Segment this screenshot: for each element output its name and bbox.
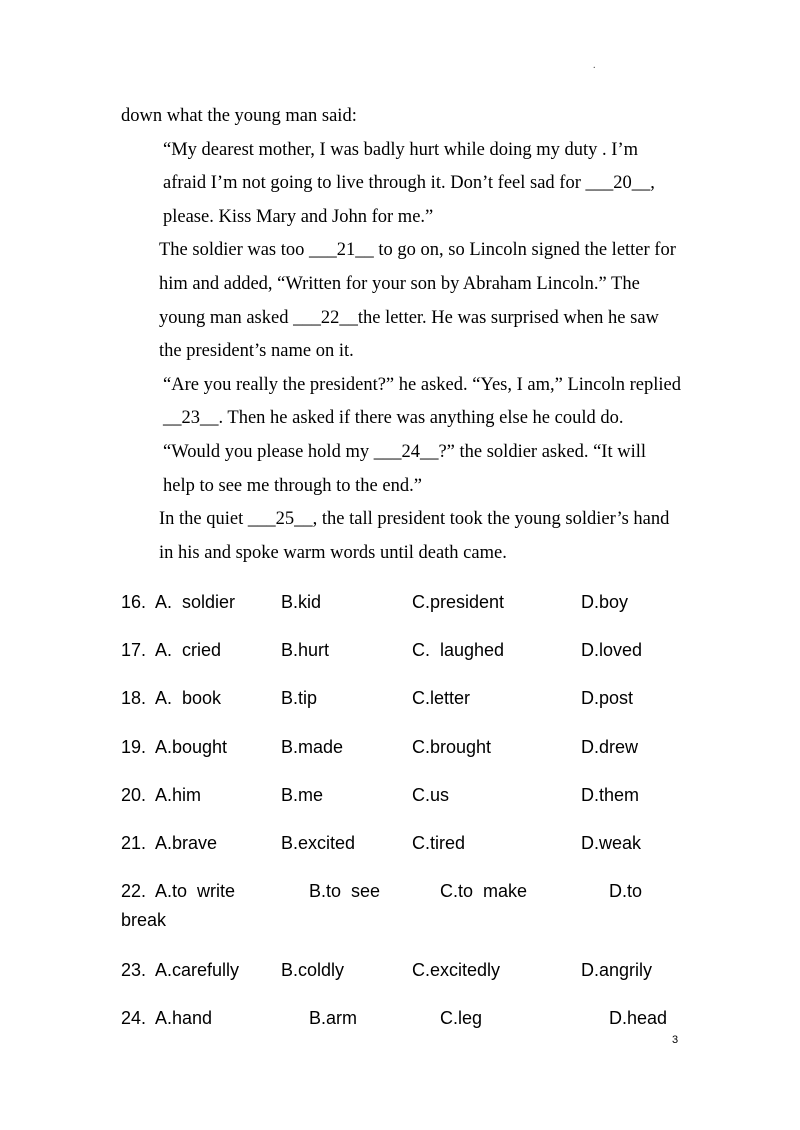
- question-number: 24.: [121, 1008, 147, 1028]
- option-b: B.coldly: [281, 960, 345, 980]
- passage-text: The soldier was too ___21__ to go on, so Lincoln signed the letter for him and added, “Written for your son by Abraham Lincoln.” The young man asked ___22__the letter. He was surprised when he saw the president’s name on it.: [159, 240, 676, 362]
- option-c: C.excitedly: [412, 960, 501, 980]
- question-number: 19.: [121, 737, 147, 757]
- question-number: 18.: [121, 688, 147, 708]
- option-c: C.to make: [440, 881, 528, 901]
- option-d: D.head: [609, 1008, 668, 1028]
- question-row: [121, 590, 681, 616]
- option-d: D.post: [581, 688, 634, 708]
- option-b: B.excited: [281, 833, 356, 853]
- question-row: [121, 879, 681, 905]
- passage-text: In the quiet ___25__, the tall president took the young soldier’s hand in his and spoke warm words until death came.: [159, 509, 670, 563]
- passage-text: “Are you really the president?” he asked. “Yes, I am,” Lincoln replied __23__. Then he asked if there was anything else he could do.: [163, 374, 681, 429]
- question-number: 22.: [121, 881, 147, 901]
- question-row: [121, 686, 681, 712]
- option-a: A.hand: [155, 1008, 213, 1028]
- option-b: B.me: [281, 785, 324, 805]
- option-c: C.president: [412, 592, 505, 612]
- passage-paragraph: [121, 503, 681, 570]
- passage-text: “My dearest mother, I was badly hurt while doing my duty . I’m afraid I’m not going to live through it. Don’t feel sad for ___20__, please. Kiss Mary and John for me.”: [163, 139, 655, 227]
- question-row: [121, 638, 681, 664]
- option-d: D.boy: [581, 592, 629, 612]
- question-number: 21.: [121, 833, 147, 853]
- option-a: A.to write: [155, 881, 236, 901]
- option-b: B.kid: [281, 592, 322, 612]
- passage-paragraph: down what the young man said:: [121, 106, 357, 126]
- option-a: A. book: [155, 688, 222, 708]
- question-row: [121, 958, 681, 984]
- option-d: D.drew: [581, 737, 639, 757]
- question-number: 16.: [121, 592, 147, 612]
- option-a: A.brave: [155, 833, 218, 853]
- header-mark: .: [593, 60, 596, 71]
- option-b: B.tip: [281, 688, 318, 708]
- question-number: 20.: [121, 785, 147, 805]
- option-a: A.carefully: [155, 960, 240, 980]
- question-row: [121, 1006, 681, 1032]
- question-row: [121, 735, 681, 761]
- option-b: B.to see: [309, 881, 381, 901]
- option-a: A. soldier: [155, 592, 236, 612]
- option-c: C. laughed: [412, 640, 505, 660]
- passage-paragraph: [121, 134, 681, 235]
- option-c: C.leg: [440, 1008, 483, 1028]
- option-a: A.him: [155, 785, 202, 805]
- option-d: D.them: [581, 785, 640, 805]
- option-d: D.to: [609, 881, 643, 901]
- option-d: D.weak: [581, 833, 642, 853]
- page-number: 3: [672, 1034, 679, 1046]
- passage-paragraph: [121, 369, 681, 436]
- question-number: 17.: [121, 640, 147, 660]
- reading-passage: [121, 100, 681, 570]
- option-b: B.made: [281, 737, 344, 757]
- option-a: A. cried: [155, 640, 222, 660]
- question-row: [121, 783, 681, 809]
- option-b: B.arm: [309, 1008, 358, 1028]
- option-c: C.brought: [412, 737, 492, 757]
- option-d: D.angrily: [581, 960, 653, 980]
- passage-paragraph: [121, 234, 681, 368]
- option-d: D.loved: [581, 640, 643, 660]
- option-c: C.us: [412, 785, 450, 805]
- option-c: C.letter: [412, 688, 471, 708]
- option-b: B.hurt: [281, 640, 330, 660]
- passage-paragraph: [121, 436, 681, 503]
- option-a: A.bought: [155, 737, 228, 757]
- option-c: C.tired: [412, 833, 466, 853]
- question-row: [121, 831, 681, 857]
- question-number: 23.: [121, 960, 147, 980]
- option-d-wrap: break: [121, 910, 167, 930]
- passage-text: “Would you please hold my ___24__?” the soldier asked. “It will help to see me through to the end.”: [163, 441, 646, 496]
